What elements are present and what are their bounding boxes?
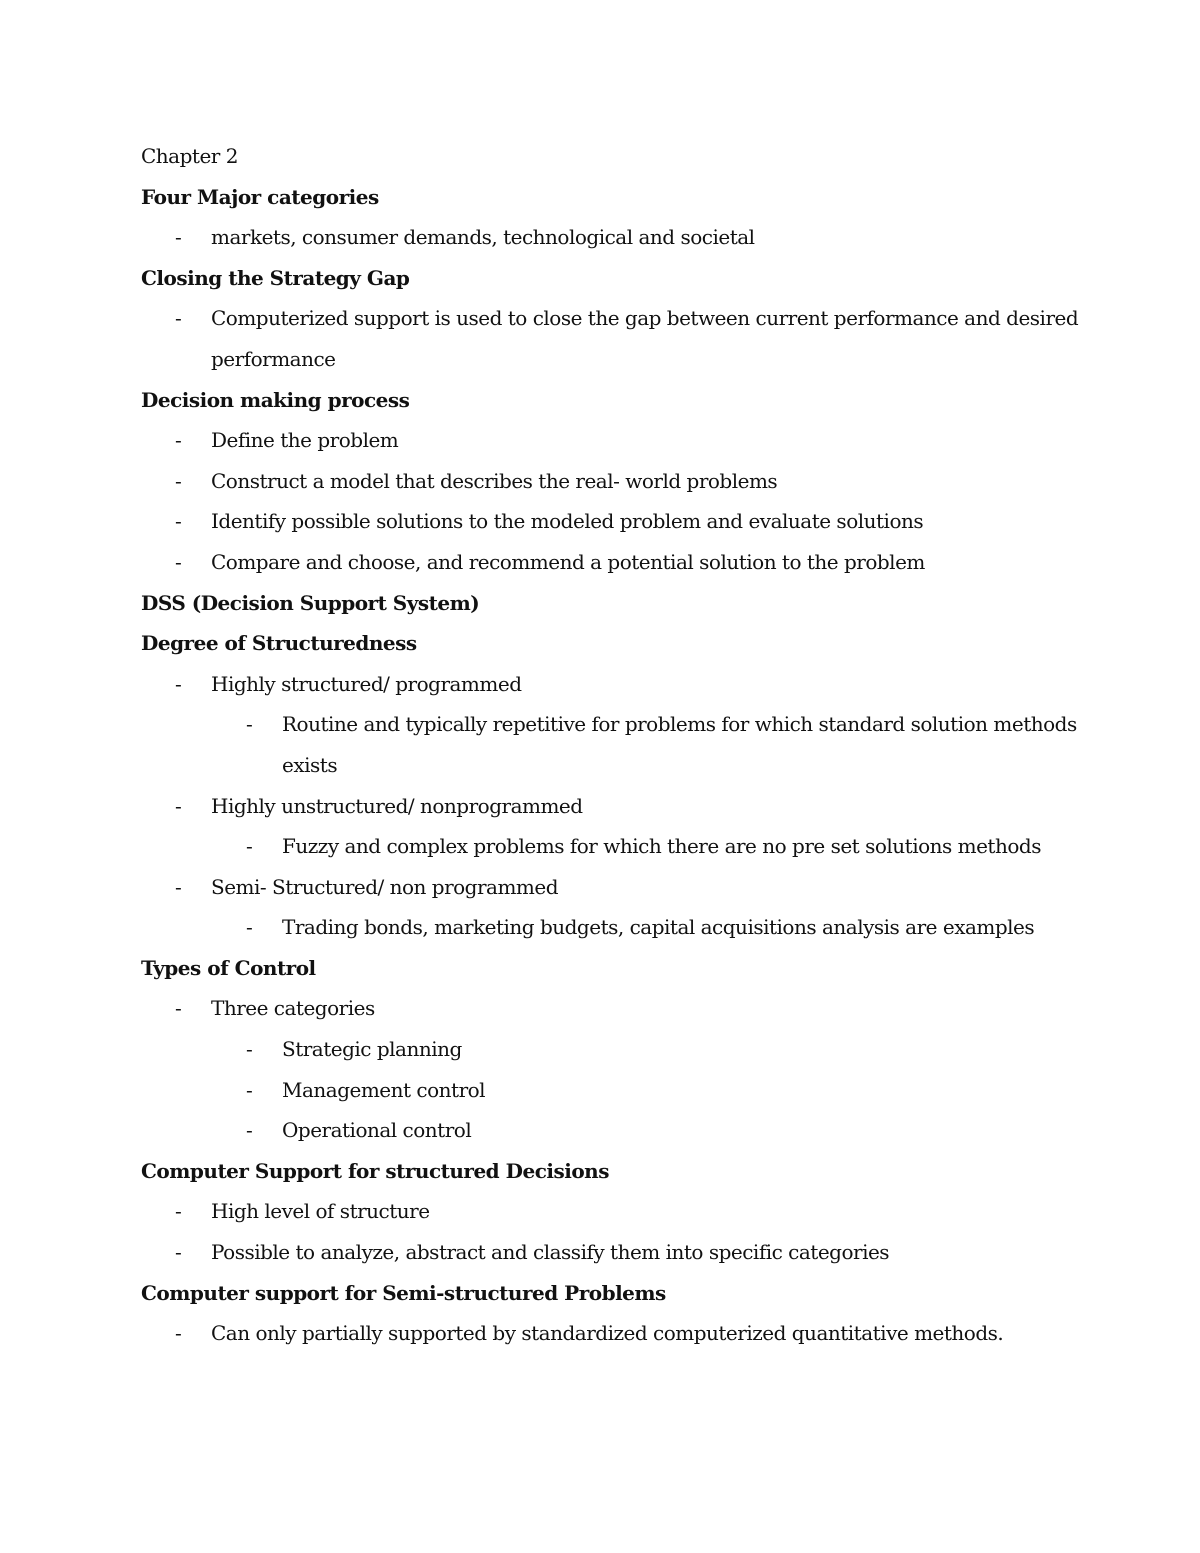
dash-bullet-icon: -	[246, 1037, 253, 1062]
dash-bullet-icon: -	[246, 712, 253, 737]
list-item-continuation: performance	[211, 346, 336, 371]
dash-bullet-icon: -	[175, 509, 182, 534]
list-item-text: Compare and choose, and recommend a potential solution to the problem	[211, 549, 925, 574]
list-item-text: Can only partially supported by standardized computerized quantitative methods.	[211, 1321, 1004, 1346]
list-item-text: Define the problem	[211, 428, 399, 453]
section-heading: Computer support for Semi-structured Problems	[141, 1280, 666, 1305]
list-item	[141, 217, 1081, 258]
list-item	[141, 988, 1081, 1029]
section-heading: Four Major categories	[141, 184, 379, 209]
sub-list-item	[141, 907, 1081, 948]
list-item	[141, 664, 1081, 705]
sub-list-item-continuation: exists	[282, 752, 338, 777]
list-item-text: High level of structure	[211, 1199, 430, 1224]
list-item	[141, 501, 1081, 542]
sub-list-item	[141, 1070, 1081, 1111]
sub-list-item-text: Management control	[282, 1077, 486, 1102]
dash-bullet-icon: -	[175, 549, 182, 574]
section-heading: Computer Support for structured Decisions	[141, 1158, 609, 1183]
sub-list-item	[141, 1110, 1081, 1151]
section-heading: Decision making process	[141, 387, 410, 412]
list-item-text: Highly unstructured/ nonprogrammed	[211, 793, 583, 818]
dash-bullet-icon: -	[175, 306, 182, 331]
list-item-text: Construct a model that describes the real- world problems	[211, 468, 778, 493]
sub-list-item-text: Fuzzy and complex problems for which there are no pre set solutions methods	[282, 834, 1041, 859]
section-heading: DSS (Decision Support System)	[141, 590, 480, 615]
dash-bullet-icon: -	[175, 1199, 182, 1224]
dash-bullet-icon: -	[175, 428, 182, 453]
list-item-text: Semi- Structured/ non programmed	[211, 874, 559, 899]
list-item	[141, 298, 1081, 339]
list-item	[141, 461, 1081, 502]
section-heading: Degree of Structuredness	[141, 631, 417, 656]
dash-bullet-icon: -	[175, 996, 182, 1021]
dash-bullet-icon: -	[175, 874, 182, 899]
dash-bullet-icon: -	[246, 1077, 253, 1102]
list-item	[141, 1191, 1081, 1232]
section-heading: Closing the Strategy Gap	[141, 265, 410, 290]
sub-list-item-text: Routine and typically repetitive for problems for which standard solution methods	[282, 712, 1077, 737]
dash-bullet-icon: -	[175, 793, 182, 818]
dash-bullet-icon: -	[175, 468, 182, 493]
document-body	[141, 136, 1081, 1354]
sub-list-item	[141, 826, 1081, 867]
list-item-text: Computerized support is used to close the gap between current performance and desired	[211, 306, 1079, 331]
sub-list-item-text: Trading bonds, marketing budgets, capital acquisitions analysis are examples	[282, 915, 1035, 940]
list-item-text: markets, consumer demands, technological and societal	[211, 225, 755, 250]
sub-list-item-text: Operational control	[282, 1118, 472, 1143]
dash-bullet-icon: -	[175, 1240, 182, 1265]
dash-bullet-icon: -	[175, 225, 182, 250]
dash-bullet-icon: -	[246, 1118, 253, 1143]
list-item-text: Identify possible solutions to the modeled problem and evaluate solutions	[211, 509, 924, 534]
list-item	[141, 867, 1081, 908]
list-item	[141, 786, 1081, 827]
chapter-title: Chapter 2	[141, 144, 238, 168]
section-heading: Types of Control	[141, 955, 316, 980]
dash-bullet-icon: -	[246, 834, 253, 859]
list-item	[141, 1232, 1081, 1273]
sub-list-item	[141, 1029, 1081, 1070]
dash-bullet-icon: -	[175, 1321, 182, 1346]
list-item	[141, 420, 1081, 461]
sub-list-item	[141, 704, 1081, 745]
dash-bullet-icon: -	[246, 915, 253, 940]
list-item-text: Highly structured/ programmed	[211, 671, 522, 696]
list-item	[141, 542, 1081, 583]
list-item-text: Three categories	[211, 996, 375, 1021]
sub-list-item-text: Strategic planning	[282, 1037, 462, 1062]
list-item-text: Possible to analyze, abstract and classify them into specific categories	[211, 1240, 890, 1265]
dash-bullet-icon: -	[175, 671, 182, 696]
list-item	[141, 1313, 1081, 1354]
